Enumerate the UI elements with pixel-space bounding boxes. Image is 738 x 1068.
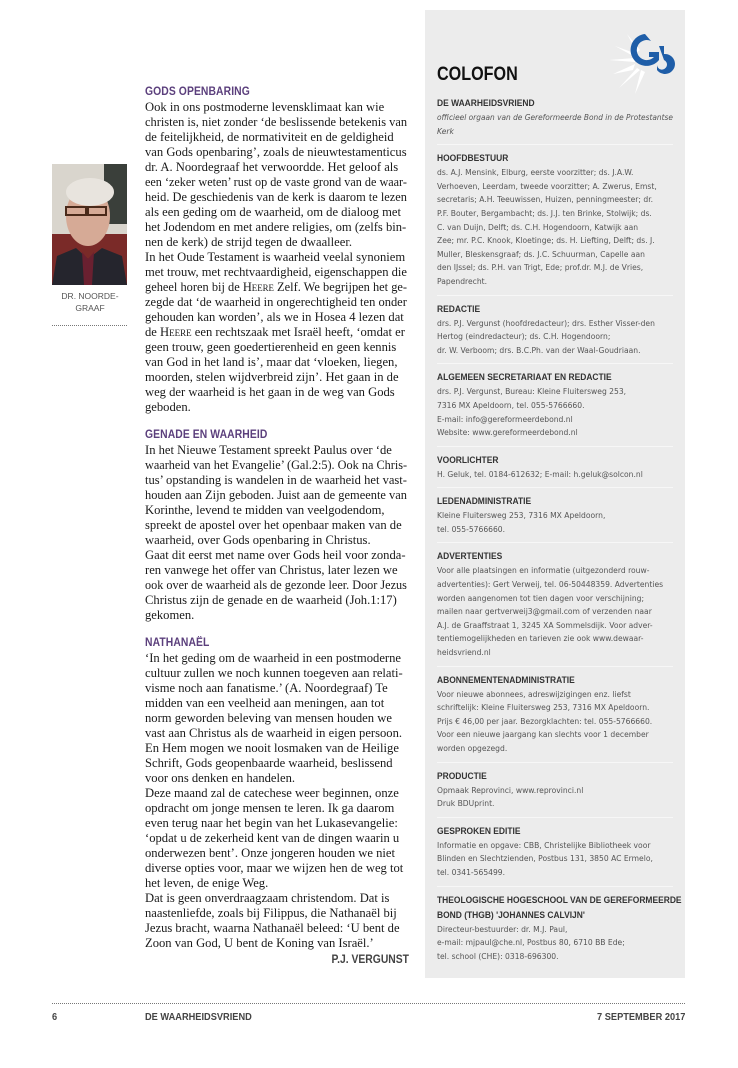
caption-line: DR. NOORDE- <box>61 291 119 301</box>
article-section <box>145 635 409 951</box>
colofon-line: ds. A.J. Mensink, Elburg, eerste voorzitter; ds. J.A.W. <box>437 168 634 178</box>
colofon-line: Opmaak Reprovinci, www.reprovinci.nl <box>437 785 584 795</box>
text-line: Dat is geen onverdraagzaam christendom. Dat is <box>145 891 390 905</box>
colofon-line: Zee; mr. P.C. Knook, Kloetinge; ds. H. Liefting, Delft; ds. J. <box>437 236 655 246</box>
colofon-line: Prijs € 46,00 per jaar. Bezorgklachten: tel. 055-5766660. <box>437 716 653 726</box>
colofon-line: tel. 055-5766660. <box>437 524 506 534</box>
caption-divider <box>52 325 127 326</box>
colofon-line: schriftelijk: Kleine Fluitersweg 253, 7316 MX Apeldoorn. <box>437 703 650 713</box>
text-line: geheel horen bij de Heere Zelf. We begrijpen het ge- <box>145 280 408 294</box>
text-line: Zoon van God, U bent de Koning van Israël.’ <box>145 936 374 950</box>
text-line: midden van een veelheid aan meningen, aan tot <box>145 696 385 710</box>
text-line: waarheid van het Evangelie’ (Gal.2:5). Ook na Chris- <box>145 458 408 472</box>
colofon-line: Kleine Fluitersweg 253, 7316 MX Apeldoorn, <box>437 511 606 521</box>
colofon-line: Blinden en Slechtzienden, Postbus 131, 3850 AC Ermelo, <box>437 854 653 864</box>
text-line: Deze maand zal de catechese weer beginnen, onze <box>145 786 399 800</box>
text-line: ook over de waarheid als de gezonde leer. Door Jezus <box>145 578 407 592</box>
text-line: even terug naar het begin van het Lukasevangelie: <box>145 816 398 830</box>
colofon-section <box>437 96 673 145</box>
text-line: Korinthe, levend te midden van veelgodendom, <box>145 503 385 517</box>
colofon-line: Papendrecht. <box>437 276 488 286</box>
colofon-heading: REDACTIE <box>437 303 481 315</box>
text-line: van God in het land is’, maar dat ‘vloeken, liegen, <box>145 355 398 369</box>
colofon-line: tentiemogelijkheden en tarieven zie ook www.dewaar- <box>437 634 644 644</box>
text-line: van Gods openbaring’, zoals de nieuwtestamenticus <box>145 145 407 159</box>
text-line: Christus zijn de genade en de waarheid (Joh.1:17) <box>145 593 397 607</box>
colofon-line: officieel orgaan van de Gereformeerde Bond in de Protestantse <box>437 113 673 122</box>
text-line: christen is, niet zonder ‘de beslissende betekenis van <box>145 115 408 129</box>
text-line: weg der waarheid is het gaan in de weg van Gods <box>145 385 395 399</box>
text-line: houden aan Zijn geboden. Juist aan de gemeente van <box>145 488 407 502</box>
photo-caption <box>45 290 135 314</box>
colofon-heading: VOORLICHTER <box>437 454 499 466</box>
text-line: onderwezen bent’. Onze jongeren houden we niet <box>145 846 396 860</box>
text-line: Gaat dit eerst met name over Gods heil voor zonda- <box>145 548 406 562</box>
text-line: dr. A. Noordegraaf het verwoordde. Het geloof als <box>145 160 399 174</box>
text-line: vast aan Christus als de waarheid in eigen persoon. <box>145 726 403 740</box>
colofon-heading: LEDENADMINISTRATIE <box>437 496 532 508</box>
colofon-line: heidsvriend.nl <box>437 648 491 658</box>
text-line: zegde dat ‘de waarheid in ongerechtigheid ten onder <box>145 295 407 309</box>
article-section <box>145 84 409 415</box>
text-line: In het Oude Testament is waarheid veelal synoniem <box>145 250 406 264</box>
footer-publication: DE WAARHEIDSVRIEND <box>145 1011 252 1023</box>
colofon-line: C. van Duijn, Delft; ds. C.H. Hogendoorn, Katwijk aan <box>437 222 639 232</box>
colofon-line: E-mail: info@gereformeerdebond.nl <box>437 414 573 424</box>
text-line: een ‘zeker weten’ rust op de vaste grond van de waar- <box>145 175 407 189</box>
text-line: nen de kerk) de strijd tegen de dwaalleer. <box>145 235 353 249</box>
text-line: ‘In het geding om de waarheid in een postmoderne <box>145 651 401 665</box>
text-line: heid. De geschiedenis van de kerk is daarom te lezen <box>145 190 407 204</box>
text-line: tus’ opstanding is wandelen in de waarheid het vast- <box>145 473 407 487</box>
footer-divider <box>52 1003 685 1004</box>
colofon-line: Kerk <box>437 126 454 136</box>
footer-date: 7 SEPTEMBER 2017 <box>596 1011 685 1023</box>
text-line: opdracht om jonge mensen te leren. Ik ga daarom <box>145 801 395 815</box>
colofon-panel <box>425 10 685 978</box>
text-line: moorden, stelen wijdverbreid zijn’. Het gaan in de <box>145 370 399 384</box>
text-line: ren vanwege het offer van Christus, later lezen we <box>145 563 398 577</box>
small-caps-name: Heere <box>242 280 274 294</box>
colofon-heading: PRODUCTIE <box>437 770 487 782</box>
section-heading: GODS OPENBARING <box>145 86 250 98</box>
colofon-body <box>437 96 682 975</box>
colofon-line: advertenties): Gert Verweij, tel. 06-50448359. Advertenties <box>437 580 664 590</box>
colofon-line: Voor nieuwe abonnees, adreswijzigingen enz. liefst <box>437 689 631 699</box>
colofon-line: Verhoeven, Leerdam, tweede voorzitter; A. Zwerus, Emst, <box>437 181 657 191</box>
colofon-line: Informatie en opgave: CBB, Christelijke Bibliotheek voor <box>437 840 651 850</box>
section-heading: NATHANAËL <box>145 637 210 649</box>
colofon-section <box>437 549 673 666</box>
text-line: de Heere een rechtszaak met Israël heeft, ‘omdat er <box>145 325 405 339</box>
colofon-line: tel. school (CHE): 0318-696300. <box>437 951 559 961</box>
colofon-line: dr. W. Verboom; drs. B.C.Ph. van der Waal-Goudriaan. <box>437 345 641 355</box>
text-line: diverse opties voor, maar we wijzen hen de weg tot <box>145 861 404 875</box>
colofon-line: den IJssel; ds. P.H. van Trigt, Ede; prof.dr. M.J. de Vries, <box>437 263 644 273</box>
text-line: ‘opdat u de zekerheid kent van de dingen waarin u <box>145 831 400 845</box>
text-line: Ook in ons postmoderne levensklimaat kan wie <box>145 100 385 114</box>
colofon-section <box>437 302 673 365</box>
colofon-section <box>437 453 673 489</box>
colofon-line: Hertog (eindredacteur); ds. C.H. Hogendoorn; <box>437 332 611 342</box>
colofon-line: tel. 0341-565499. <box>437 867 506 877</box>
colofon-line: secretaris; A.H. Teeuwissen, Huizen, penningmeester; dr. <box>437 195 654 205</box>
colofon-line: 7316 MX Apeldoorn, tel. 055-5766660. <box>437 400 585 410</box>
page-number: 6 <box>52 1011 58 1023</box>
colofon-section <box>437 494 673 543</box>
text-line: In het Nieuwe Testament spreekt Paulus over ‘de <box>145 443 392 457</box>
text-line: met trouw, met rechtvaardigheid, eigenschappen die <box>145 265 407 279</box>
text-line: En Hem mogen we nooit losmaken van de Heilige <box>145 741 399 755</box>
author-photo <box>52 164 127 285</box>
text-line: geen trouw, geen goedertierenheid en geen kennis <box>145 340 397 354</box>
colofon-section <box>437 151 673 295</box>
text-line: naastenliefde, zoals bij Filippus, die Nathanaël bij <box>145 906 397 920</box>
colofon-heading: HOOFDBESTUUR <box>437 153 509 165</box>
text-line: voor ons denken en handelen. <box>145 771 296 785</box>
colofon-line: Druk BDUprint. <box>437 799 495 809</box>
colofon-line: e-mail: mjpaul@che.nl, Postbus 80, 6710 BB Ede; <box>437 938 625 948</box>
colofon-line: Muller, Bleskensgraaf; ds. J.C. Schuurman, Capelle aan <box>437 249 645 259</box>
colofon-line: Voor alle plaatsingen en informatie (uitgezonderd rouw- <box>437 566 650 576</box>
colofon-line: worden aangenomen tot tien dagen voor verschijning; <box>437 593 645 603</box>
colofon-heading: GESPROKEN EDITIE <box>437 825 521 837</box>
colofon-line: mailen naar gertverweij3@gmail.com of verzenden naar <box>437 607 652 617</box>
colofon-heading: ADVERTENTIES <box>437 551 503 563</box>
colofon-line: A.J. de Graaffstraat 1, 3245 XA Sommelsdijk. Voor adver- <box>437 620 653 630</box>
text-line: waarheid, over Gods openbaring in Christus. <box>145 533 371 547</box>
article <box>145 84 409 968</box>
text-line: het leven, de enige Weg. <box>145 876 269 890</box>
caption-line: GRAAF <box>75 303 105 313</box>
colofon-line: drs. P.J. Vergunst (hoofdredacteur); drs. Esther Visser-den <box>437 318 655 328</box>
section-heading: GENADE EN WAARHEID <box>145 429 268 441</box>
colofon-heading: ALGEMEEN SECRETARIAAT EN REDACTIE <box>437 372 612 384</box>
colofon-section <box>437 769 673 818</box>
colofon-line: Directeur-bestuurder: dr. M.J. Paul, <box>437 924 568 934</box>
text-line: Schrift, Gods geopenbaarde waarheid, beslissend <box>145 756 393 770</box>
text-line: als een geding om de waarheid, om de dialoog met <box>145 205 401 219</box>
colofon-line: drs. P.J. Vergunst, Bureau: Kleine Fluitersweg 253, <box>437 387 627 397</box>
colofon-line: Website: www.gereformeerdebond.nl <box>437 428 578 438</box>
author-byline: P.J. VERGUNST <box>331 954 409 966</box>
colofon-section <box>437 893 682 970</box>
colofon-line: P.F. Bouter, Bergambacht; ds. J.J. ten Brinke, Stolwijk; ds. <box>437 208 652 218</box>
colofon-heading: DE WAARHEIDSVRIEND <box>437 98 535 109</box>
text-line: geboden. <box>145 400 191 414</box>
text-line: Jezus bracht, waarna Nathanaël beleed: ‘U bent de <box>145 921 400 935</box>
text-line: de feitelijkheid, de normativiteit en de geldigheid <box>145 130 394 144</box>
colofon-section <box>437 824 673 887</box>
colofon-section <box>437 673 673 763</box>
text-line: spreekt de apostel over het openbaar maken van de <box>145 518 402 532</box>
colofon-line: Voor een nieuwe jaargang kan slechts voor 1 december <box>437 730 649 740</box>
colofon-line: worden opgezegd. <box>437 744 508 753</box>
text-line: gehouden kan worden’, als we in Hosea 4 lezen dat <box>145 310 404 324</box>
colofon-title: COLOFON <box>437 64 518 85</box>
text-line: gekomen. <box>145 608 195 622</box>
article-section <box>145 427 409 623</box>
colofon-heading: THEOLOGISCHE HOGESCHOOL VAN DE GEREFORMEERDE BOND (THGB) 'JOHANNES CALVIJN' <box>437 894 682 921</box>
colofon-line: H. Geluk, tel. 0184-612632; E-mail: h.geluk@solcon.nl <box>437 469 643 479</box>
text-line: visme noch aan fanatisme.’ (A. Noordegraaf) Te <box>145 681 388 695</box>
gereformeerde-bond-logo <box>605 24 677 96</box>
small-caps-name: Heere <box>160 325 192 339</box>
text-line: cultuur zullen we noch kunnen toegeven aan relati- <box>145 666 403 680</box>
colofon-section <box>437 370 673 446</box>
text-line: norm geworden beleving van mensen houden we <box>145 711 392 725</box>
colofon-heading: ABONNEMENTENADMINISTRATIE <box>437 674 575 686</box>
text-line: het Jodendom en met andere religies, om (zelfs bin- <box>145 220 407 234</box>
